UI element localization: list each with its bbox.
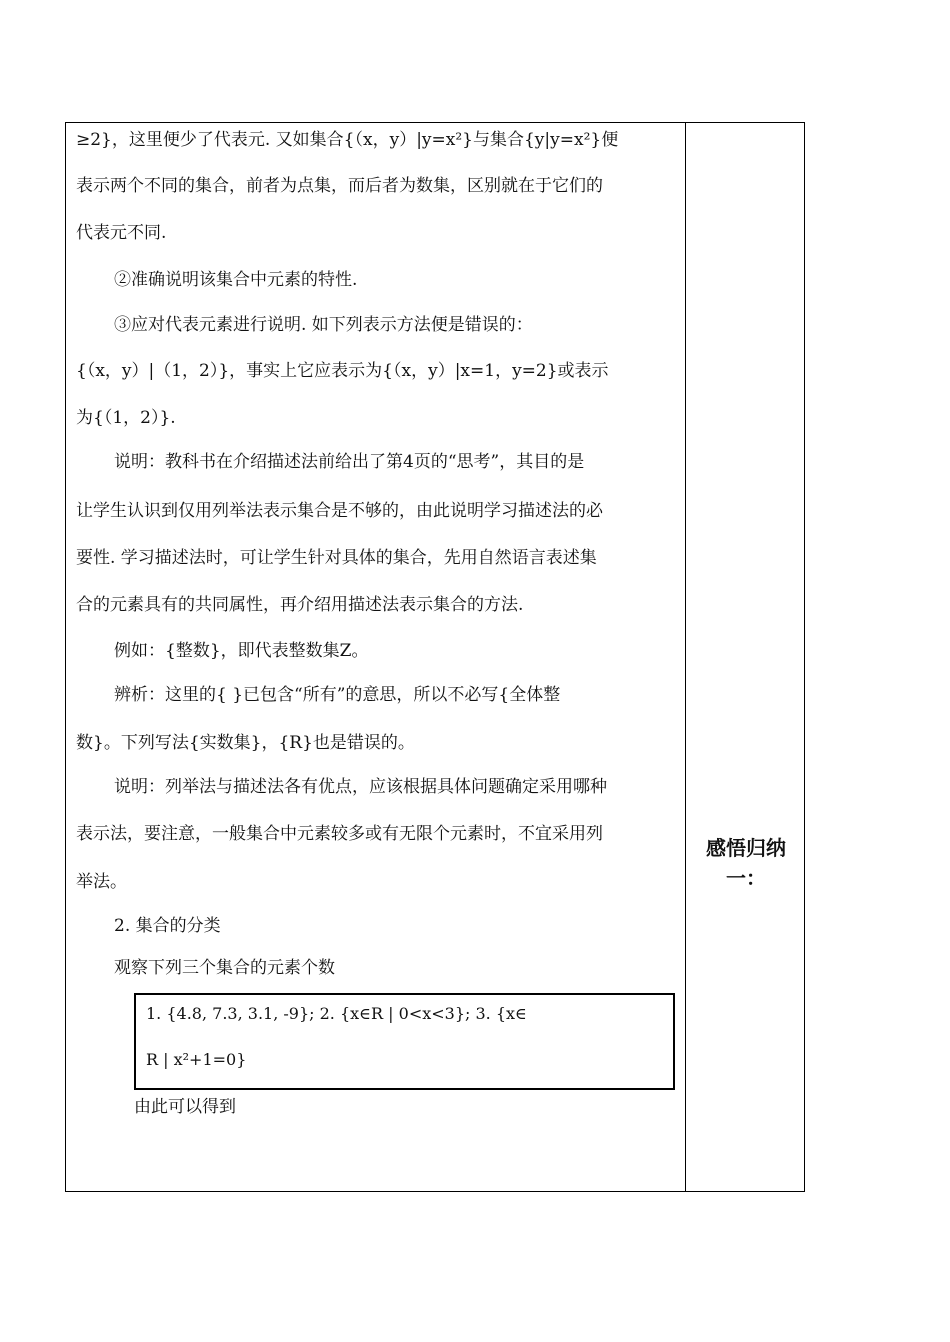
text-line: 让学生认识到仅用列举法表示集合是不够的，由此说明学习描述法的必 — [76, 501, 603, 521]
text-line: ②准确说明该集合中元素的特性. — [114, 270, 358, 290]
text-line: 举法。 — [76, 872, 127, 892]
text-line: ≥2}，这里便少了代表元. 又如集合{（x，y）|y=x²}与集合{y|y=x²}便 — [76, 130, 619, 150]
text-line: 辨析：这里的{ }已包含“所有”的意思，所以不必写{全体整 — [114, 685, 561, 705]
text-line: 为{（1，2）}. — [76, 408, 176, 428]
text-line: 表示两个不同的集合，前者为点集，而后者为数集，区别就在于它们的 — [76, 176, 603, 196]
reflection-note — [686, 833, 806, 893]
text-line: 说明：教科书在介绍描述法前给出了第4页的“思考”，其目的是 — [114, 452, 585, 472]
text-line: 数}。下列写法{实数集}，{R}也是错误的。 — [76, 733, 415, 753]
text-line: ③应对代表元素进行说明. 如下列表示方法便是错误的： — [114, 315, 533, 335]
reflection-number: 一： — [726, 866, 766, 890]
example-sets-line: 1. {4.8, 7.3, 3.1, -9}; 2. {x∈R | 0<x<3}; 3. {x∈ — [146, 1004, 527, 1023]
lesson-table — [65, 122, 805, 1192]
text-line: 观察下列三个集合的元素个数 — [114, 958, 335, 978]
conclusion-lead: 由此可以得到 — [134, 1097, 236, 1117]
example-sets-line: R | x²+1=0} — [146, 1050, 247, 1069]
reflection-title: 感悟归纳 — [706, 836, 786, 860]
text-line: 例如：{整数}，即代表整数集Z。 — [114, 641, 369, 661]
column-divider — [685, 123, 686, 1191]
text-line: 代表元不同. — [76, 223, 167, 243]
text-line: {（x，y）|（1，2）}，事实上它应表示为{（x，y）|x=1，y=2}或表示 — [76, 361, 609, 381]
text-line: 说明：列举法与描述法各有优点，应该根据具体问题确定采用哪种 — [114, 777, 607, 797]
section-heading: 2. 集合的分类 — [114, 916, 221, 936]
text-line: 表示法，要注意，一般集合中元素较多或有无限个元素时，不宜采用列 — [76, 824, 603, 844]
example-sets-box — [134, 993, 675, 1090]
text-line: 合的元素具有的共同属性，再介绍用描述法表示集合的方法. — [76, 595, 524, 615]
text-line: 要性. 学习描述法时，可让学生针对具体的集合，先用自然语言表述集 — [76, 548, 597, 568]
